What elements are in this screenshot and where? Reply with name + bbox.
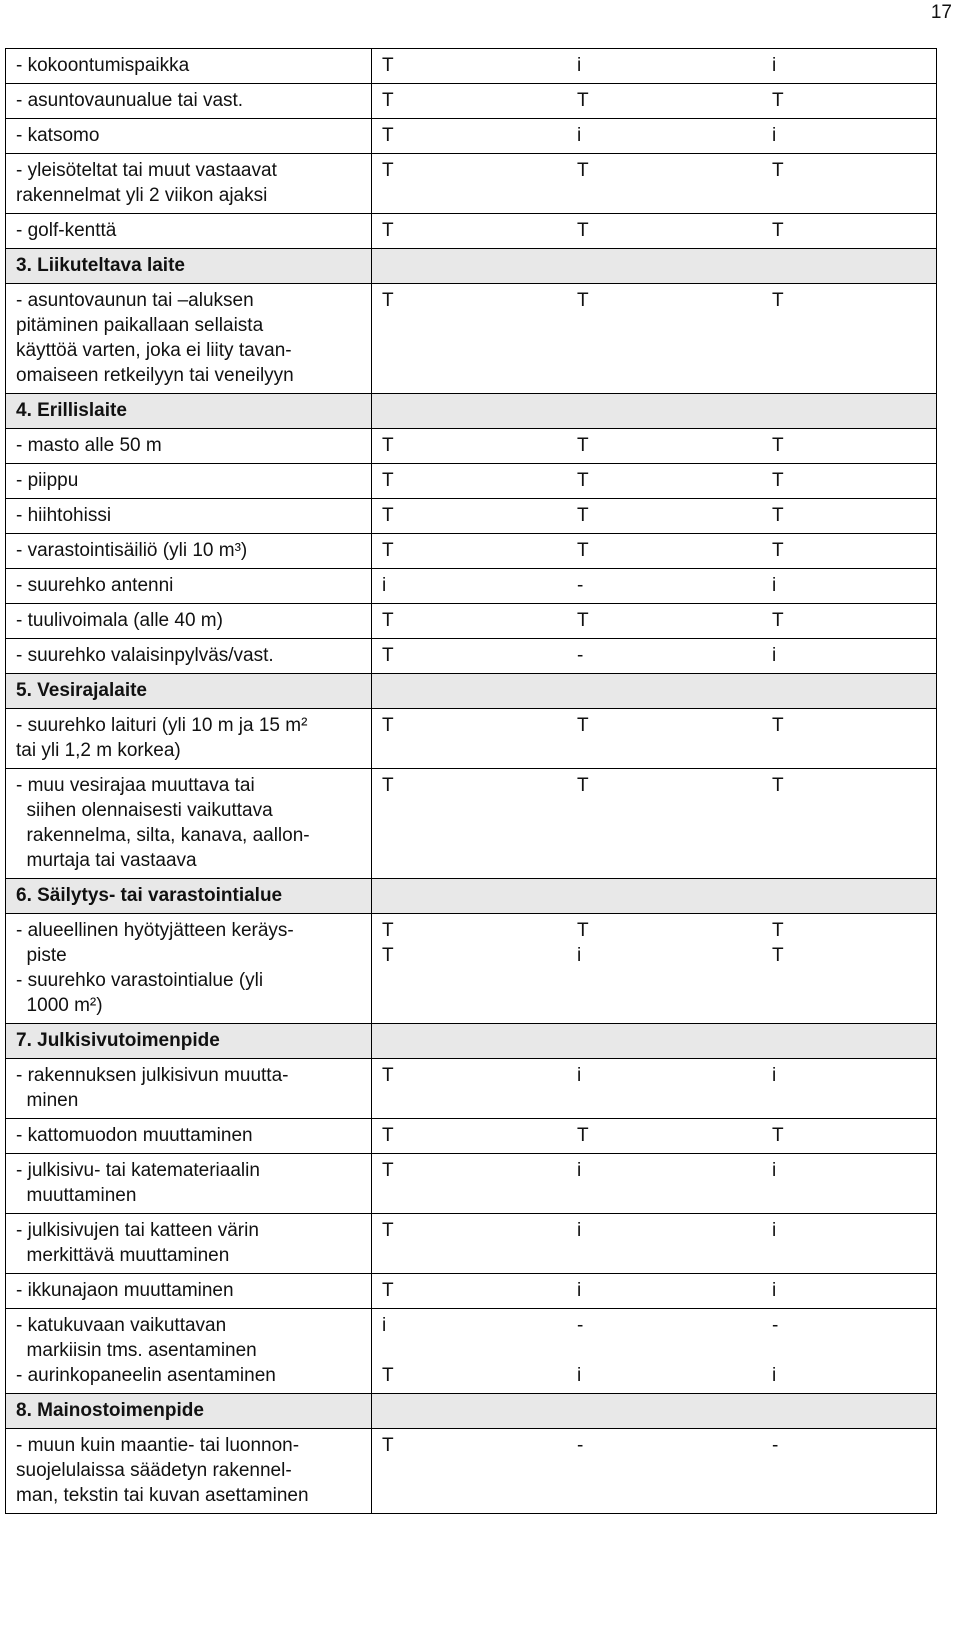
table-row <box>6 1154 937 1214</box>
value-line <box>382 1338 926 1363</box>
item-values-cell <box>372 214 937 249</box>
description-line: siihen olennaisesti vaikuttava <box>16 800 273 821</box>
value-line <box>382 468 926 493</box>
value-col-2: i <box>577 1220 582 1241</box>
section-empty-cell <box>372 1394 937 1429</box>
item-values-cell <box>372 154 937 214</box>
table-row <box>6 1309 937 1394</box>
section-empty-cell <box>372 394 937 429</box>
item-description-cell <box>6 214 372 249</box>
section-header-row <box>6 249 937 284</box>
value-col-3: i <box>772 1280 777 1301</box>
description-line: - katsomo <box>16 125 100 146</box>
table-row <box>6 1059 937 1119</box>
item-description-cell <box>6 464 372 499</box>
item-values-cell <box>372 429 937 464</box>
item-values-cell <box>372 534 937 569</box>
description-line: - alueellinen hyötyjätteen keräys- <box>16 920 294 941</box>
value-col-3: T <box>772 505 784 526</box>
description-line: - asuntovaunualue tai vast. <box>16 90 244 111</box>
item-values-cell <box>372 464 937 499</box>
value-line <box>382 503 926 528</box>
table-row <box>6 569 937 604</box>
description-line: - asuntovaunun tai –aluksen <box>16 290 254 311</box>
value-col-3: i <box>772 575 777 596</box>
value-line <box>382 1218 926 1243</box>
value-col-1: T <box>382 715 394 736</box>
value-line <box>382 158 926 183</box>
item-description-cell <box>6 534 372 569</box>
item-description-cell <box>6 1429 372 1514</box>
value-col-1: T <box>382 1065 394 1086</box>
description-line: - suurehko varastointialue (yli <box>16 970 264 991</box>
value-col-1: T <box>382 220 394 241</box>
value-line <box>382 1063 926 1088</box>
section-title: 4. Erillislaite <box>6 394 372 429</box>
item-description-cell <box>6 154 372 214</box>
description-line: tai yli 1,2 m korkea) <box>16 740 181 761</box>
item-values-cell <box>372 1059 937 1119</box>
description-line: - muun kuin maantie- tai luonnon- <box>16 1435 300 1456</box>
item-values-cell <box>372 84 937 119</box>
item-values-cell <box>372 769 937 879</box>
description-line: - suurehko valaisinpylväs/vast. <box>16 645 274 666</box>
description-line: - tuulivoimala (alle 40 m) <box>16 610 223 631</box>
value-col-3: i <box>772 1160 777 1181</box>
description-line: - masto alle 50 m <box>16 435 162 456</box>
value-col-1: T <box>382 435 394 456</box>
item-description-cell <box>6 1059 372 1119</box>
value-col-3: T <box>772 1125 784 1146</box>
item-description-cell <box>6 1309 372 1394</box>
value-col-2: T <box>577 290 589 311</box>
item-description-cell <box>6 284 372 394</box>
item-description-cell <box>6 604 372 639</box>
value-col-3: i <box>772 1220 777 1241</box>
item-description-cell <box>6 1274 372 1309</box>
description-line: - julkisivu- tai katemateriaalin <box>16 1160 260 1181</box>
value-line <box>382 88 926 113</box>
value-col-2: T <box>577 715 589 736</box>
value-col-2: T <box>577 435 589 456</box>
item-values-cell <box>372 1274 937 1309</box>
description-line: - hiihtohissi <box>16 505 112 526</box>
description-line: 1000 m²) <box>16 995 103 1016</box>
value-line <box>382 1123 926 1148</box>
value-col-1: T <box>382 645 394 666</box>
section-empty-cell <box>372 674 937 709</box>
item-description-cell <box>6 569 372 604</box>
description-line: muuttaminen <box>16 1185 137 1206</box>
value-col-2: i <box>577 1160 582 1181</box>
table-row <box>6 429 937 464</box>
value-col-1: T <box>382 1435 394 1456</box>
value-col-2: i <box>577 125 582 146</box>
section-header-row <box>6 1394 937 1429</box>
table-row <box>6 1214 937 1274</box>
section-title: 6. Säilytys- tai varastointialue <box>6 879 372 914</box>
description-line: suojelulaissa säädetyn rakennel- <box>16 1460 292 1481</box>
item-values-cell <box>372 1309 937 1394</box>
section-header-row <box>6 879 937 914</box>
table-row <box>6 499 937 534</box>
item-description-cell <box>6 1214 372 1274</box>
description-line: - muu vesirajaa muuttava tai <box>16 775 255 796</box>
item-description-cell <box>6 639 372 674</box>
value-col-2: T <box>577 220 589 241</box>
description-line: - varastointisäiliö (yli 10 m³) <box>16 540 248 561</box>
description-line: - katukuvaan vaikuttavan <box>16 1315 227 1336</box>
table-row <box>6 914 937 1024</box>
value-col-3: T <box>772 90 784 111</box>
table-row <box>6 84 937 119</box>
item-description-cell <box>6 1154 372 1214</box>
description-line: - julkisivujen tai katteen värin <box>16 1220 259 1241</box>
item-description-cell <box>6 1119 372 1154</box>
value-col-3: - <box>772 1315 779 1336</box>
description-line: - kokoontumispaikka <box>16 55 190 76</box>
table-row <box>6 534 937 569</box>
item-values-cell <box>372 499 937 534</box>
table-row <box>6 49 937 84</box>
item-values-cell <box>372 604 937 639</box>
section-header-row <box>6 1024 937 1059</box>
value-line <box>382 123 926 148</box>
value-col-3: T <box>772 435 784 456</box>
value-col-2: i <box>577 1365 582 1386</box>
value-line <box>382 608 926 633</box>
page-number: 17 <box>930 2 952 23</box>
table-row <box>6 709 937 769</box>
item-description-cell <box>6 769 372 879</box>
value-col-1: T <box>382 540 394 561</box>
value-line <box>382 433 926 458</box>
value-col-1: T <box>382 1280 394 1301</box>
description-line: - yleisöteltat tai muut vastaavat <box>16 160 277 181</box>
value-col-1 <box>382 1338 577 1363</box>
value-col-3: i <box>772 125 777 146</box>
value-col-2: - <box>577 575 584 596</box>
section-empty-cell <box>372 1024 937 1059</box>
table-row <box>6 1274 937 1309</box>
description-line: - rakennuksen julkisivun muutta- <box>16 1065 289 1086</box>
value-col-2: T <box>577 920 589 941</box>
value-col-1: T <box>382 610 394 631</box>
item-values-cell <box>372 914 937 1024</box>
value-col-2: T <box>577 540 589 561</box>
section-empty-cell <box>372 249 937 284</box>
table-row <box>6 639 937 674</box>
value-col-3: i <box>772 645 777 666</box>
item-description-cell <box>6 914 372 1024</box>
value-col-3: i <box>772 55 777 76</box>
value-col-1: T <box>382 90 394 111</box>
description-line: - piippu <box>16 470 79 491</box>
value-col-2: i <box>577 1065 582 1086</box>
value-line <box>382 918 926 943</box>
value-col-3: T <box>772 290 784 311</box>
table-row <box>6 154 937 214</box>
table-row <box>6 769 937 879</box>
value-col-2: - <box>577 1435 584 1456</box>
value-line <box>382 1278 926 1303</box>
item-values-cell <box>372 1429 937 1514</box>
value-col-3: T <box>772 945 784 966</box>
value-col-2: T <box>577 775 589 796</box>
description-line: - ikkunajaon muuttaminen <box>16 1280 234 1301</box>
item-values-cell <box>372 1119 937 1154</box>
description-line: - aurinkopaneelin asentaminen <box>16 1365 276 1386</box>
value-col-2: T <box>577 160 589 181</box>
value-line <box>382 943 926 968</box>
item-values-cell <box>372 284 937 394</box>
value-col-1: i <box>382 1315 387 1336</box>
value-line <box>382 1158 926 1183</box>
description-line: rakennelma, silta, kanava, aallon- <box>16 825 310 846</box>
table-row <box>6 214 937 249</box>
description-line: pitäminen paikallaan sellaista <box>16 315 264 336</box>
value-col-1: T <box>382 55 394 76</box>
value-col-3: T <box>772 160 784 181</box>
value-col-1: T <box>382 505 394 526</box>
description-line: murtaja tai vastaava <box>16 850 197 871</box>
section-title: 3. Liikuteltava laite <box>6 249 372 284</box>
description-line: rakennelmat yli 2 viikon ajaksi <box>16 185 268 206</box>
value-col-1: T <box>382 1160 394 1181</box>
value-line <box>382 288 926 313</box>
value-col-3: T <box>772 775 784 796</box>
value-line <box>382 1433 926 1458</box>
value-col-1: T <box>382 1220 394 1241</box>
value-col-3: T <box>772 220 784 241</box>
value-col-2: - <box>577 1315 584 1336</box>
value-col-3: T <box>772 920 784 941</box>
description-line: merkittävä muuttaminen <box>16 1245 230 1266</box>
value-line <box>382 1363 926 1388</box>
item-description-cell <box>6 429 372 464</box>
table-row <box>6 1429 937 1514</box>
value-col-2: T <box>577 90 589 111</box>
item-description-cell <box>6 49 372 84</box>
item-description-cell <box>6 119 372 154</box>
value-col-3: - <box>772 1435 779 1456</box>
value-line <box>382 773 926 798</box>
section-title: 5. Vesirajalaite <box>6 674 372 709</box>
value-col-2: T <box>577 1125 589 1146</box>
description-line: - golf-kenttä <box>16 220 117 241</box>
section-header-row <box>6 674 937 709</box>
value-col-2: i <box>577 945 582 966</box>
value-line <box>382 53 926 78</box>
item-values-cell <box>372 119 937 154</box>
table-body <box>6 49 937 1514</box>
value-col-3: i <box>772 1065 777 1086</box>
section-title: 7. Julkisivutoimenpide <box>6 1024 372 1059</box>
value-line <box>382 218 926 243</box>
value-col-2: T <box>577 505 589 526</box>
item-values-cell <box>372 709 937 769</box>
item-description-cell <box>6 84 372 119</box>
value-col-2: T <box>577 610 589 631</box>
item-values-cell <box>372 639 937 674</box>
value-col-1: T <box>382 920 394 941</box>
value-col-1: T <box>382 470 394 491</box>
value-col-3: T <box>772 715 784 736</box>
description-line: piste <box>16 945 67 966</box>
section-header-row <box>6 394 937 429</box>
value-line <box>382 643 926 668</box>
value-col-1: T <box>382 290 394 311</box>
value-col-1: T <box>382 160 394 181</box>
permit-table <box>5 48 937 1514</box>
table-row <box>6 119 937 154</box>
description-line: - kattomuodon muuttaminen <box>16 1125 253 1146</box>
description-line: käyttöä varten, joka ei liity tavan- <box>16 340 292 361</box>
value-col-2: i <box>577 55 582 76</box>
value-col-1: T <box>382 125 394 146</box>
value-col-2: - <box>577 645 584 666</box>
value-col-1: T <box>382 775 394 796</box>
description-line: markiisin tms. asentaminen <box>16 1340 257 1361</box>
value-col-1: T <box>382 945 394 966</box>
section-title: 8. Mainostoimenpide <box>6 1394 372 1429</box>
value-col-3: T <box>772 540 784 561</box>
item-values-cell <box>372 49 937 84</box>
description-line: - suurehko laituri (yli 10 m ja 15 m² <box>16 715 308 736</box>
description-line: omaiseen retkeilyyn tai veneilyyn <box>16 365 294 386</box>
table-row <box>6 604 937 639</box>
description-line: - suurehko antenni <box>16 575 174 596</box>
value-col-3: T <box>772 610 784 631</box>
item-values-cell <box>372 1154 937 1214</box>
description-line: minen <box>16 1090 79 1111</box>
value-col-2 <box>577 1338 772 1363</box>
item-values-cell <box>372 569 937 604</box>
value-col-1: T <box>382 1125 394 1146</box>
item-description-cell <box>6 499 372 534</box>
value-col-1: T <box>382 1365 394 1386</box>
table-row <box>6 464 937 499</box>
table-row <box>6 1119 937 1154</box>
value-line <box>382 573 926 598</box>
item-description-cell <box>6 709 372 769</box>
value-line <box>382 713 926 738</box>
value-line <box>382 1313 926 1338</box>
description-line: man, tekstin tai kuvan asettaminen <box>16 1485 309 1506</box>
value-col-3: T <box>772 470 784 491</box>
value-col-1: i <box>382 575 387 596</box>
section-empty-cell <box>372 879 937 914</box>
value-col-3: i <box>772 1365 777 1386</box>
value-line <box>382 538 926 563</box>
value-col-2: i <box>577 1280 582 1301</box>
item-values-cell <box>372 1214 937 1274</box>
value-col-2: T <box>577 470 589 491</box>
table-row <box>6 284 937 394</box>
